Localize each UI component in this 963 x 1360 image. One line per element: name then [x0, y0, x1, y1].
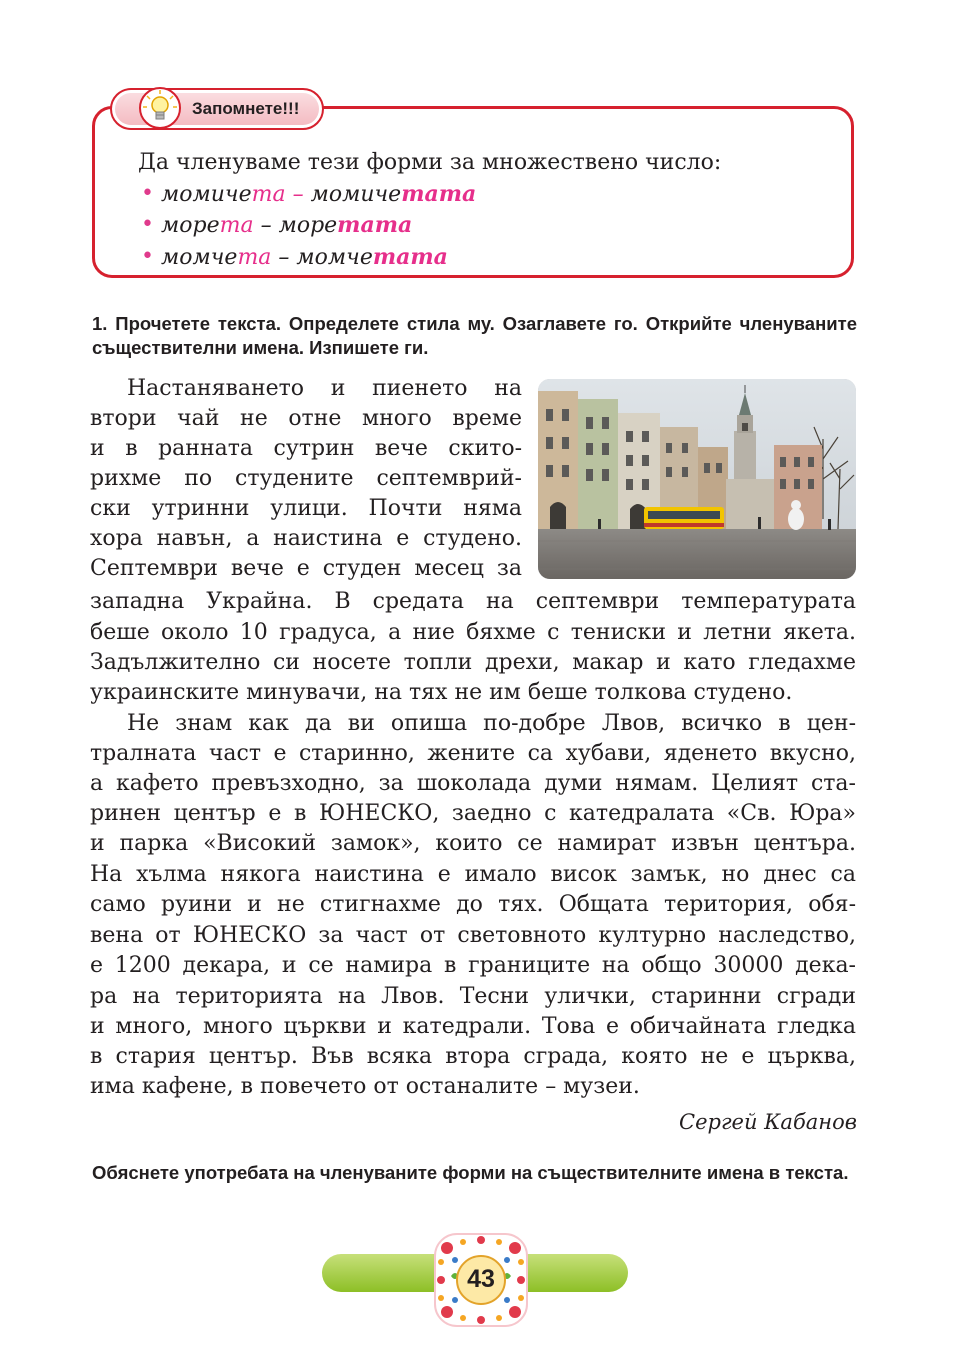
remember-item: • момчета – момчетата: [138, 242, 721, 274]
text-line: ринен център е в ЮНЕСКО, заедно с катедралата «Св. Юра»: [90, 801, 856, 826]
text-line: украинските минувачи, на тях не им беше толкова студено.: [90, 680, 793, 705]
task-heading: 1. Прочетете текста. Определете стила му. Озаглавете го. Открийте членуваните съществителни имена. Изпишете ги.: [92, 313, 857, 358]
remember-item: • момичета – момичетата: [138, 179, 721, 211]
text-line: ра на територията на Лвов. Тесни улички, старинни сгради: [90, 984, 856, 1009]
text-line: хора навън, а наистина е студено.: [90, 526, 522, 551]
remember-item: • морета – моретата: [138, 210, 721, 242]
page-number: 43: [467, 1265, 495, 1293]
text-line: тралната част е старинно, жените са хубави, яденето вкусно,: [90, 741, 856, 766]
text-line: Септември вече е студен месец за: [90, 556, 522, 581]
text-line: вена от ЮНЕСКО за част от световното културно наследство,: [90, 923, 856, 948]
text-line: западна Украйна. В средата на септември температурата: [90, 589, 856, 614]
lightbulb-icon: [138, 86, 182, 130]
text-line: ски утринни улици. Почти няма: [90, 496, 522, 521]
text-line: и много, много църкви и катедрали. Това е обичайната гледка: [90, 1014, 856, 1039]
text-line: и парка «Високий замок», които се намират извън центъра.: [90, 831, 856, 856]
bullet-icon: •: [141, 180, 154, 206]
author: Сергей Кабанов: [679, 1110, 857, 1134]
text-line: в стария център. Във всяка втора сграда, която не е църква,: [90, 1044, 856, 1069]
remember-content: [138, 148, 721, 273]
text-line: а кафето превъзходно, за шоколада думи нямам. Целият ста-: [90, 771, 856, 796]
remember-list: [138, 179, 721, 274]
text-line: Настаняването и пиенето на: [127, 376, 522, 401]
text-line: само руини и не стигнахме до тях. Общата територия, обя-: [90, 892, 856, 917]
text-line: Задължително си носете топли дрехи, макар и като гледахме: [90, 650, 856, 675]
text-line: рихме по студените септемврий-: [90, 466, 522, 491]
remember-tab: [110, 88, 324, 130]
remember-intro: Да членуваме тези форми за множествено число:: [138, 150, 722, 175]
final-task: Обяснете употребата на членуваните форми на съществителните имена в текста.: [92, 1162, 849, 1183]
text-line: е 1200 декара, и се намира в границите на общо 30000 дека-: [90, 953, 856, 978]
text-line: и в ранната сутрин вече скито-: [90, 436, 522, 461]
text-line: На хълма някога наистина е имало висок замък, но днес са: [90, 862, 856, 887]
text-line: Не знам как да ви опиша по-добре Лвов, всичко в цен-: [127, 711, 856, 736]
lviv-square-photo: [538, 379, 856, 579]
text-line: беше около 10 градуса, а ние бяхме с тениски и летни якета.: [90, 620, 856, 645]
bullet-icon: •: [141, 243, 154, 269]
bullet-icon: •: [141, 212, 154, 237]
text-line: втори чай не отне много време: [90, 406, 522, 431]
text-line: има кафене, в повечето от останалите – музеи.: [90, 1074, 640, 1099]
remember-title: Запомнете!!!: [192, 99, 300, 118]
